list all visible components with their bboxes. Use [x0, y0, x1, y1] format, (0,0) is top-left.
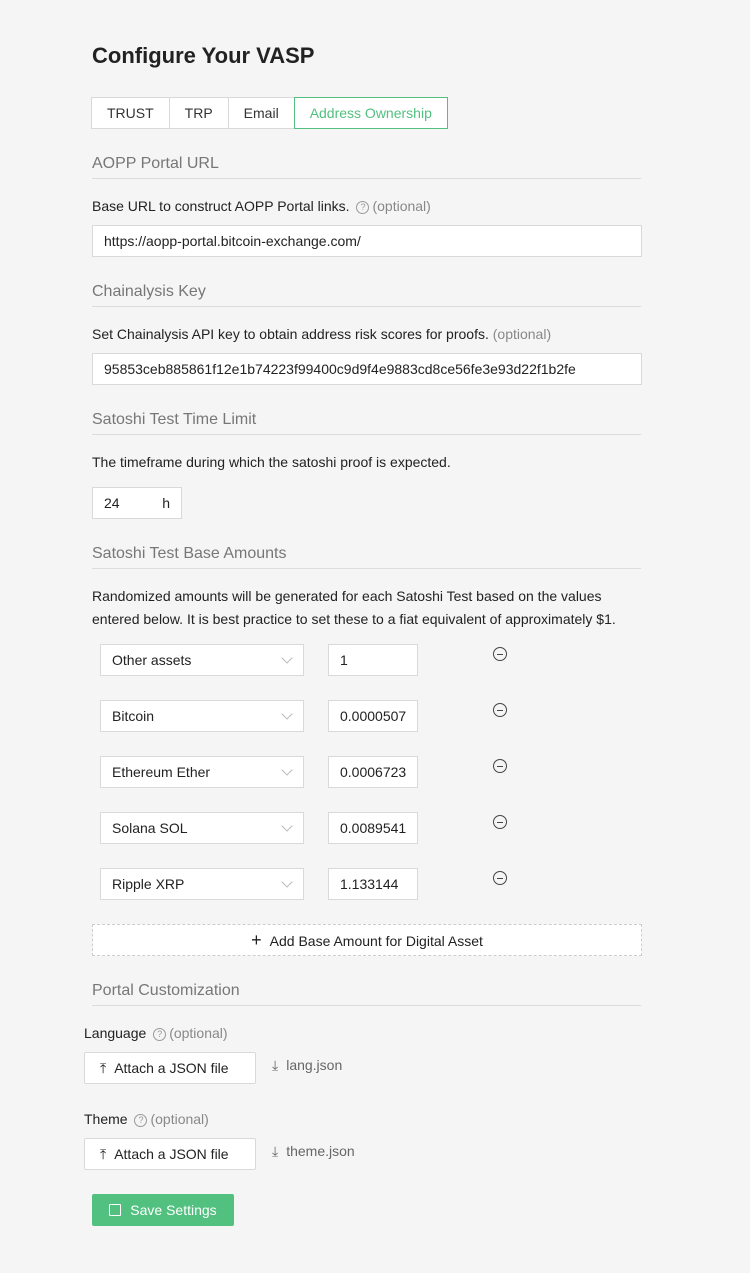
save-settings-button[interactable] [92, 1194, 234, 1226]
upload-icon: ⤒ [100, 1146, 107, 1162]
help-icon[interactable]: ? [134, 1114, 147, 1127]
upload-icon: ⤒ [100, 1060, 107, 1076]
lang-file-link[interactable] [272, 1057, 342, 1074]
remove-row-icon[interactable] [493, 647, 507, 661]
help-icon[interactable]: ? [356, 201, 369, 214]
chevron-down-icon [281, 876, 292, 887]
amount-input[interactable]: 0.0089541 [328, 812, 418, 844]
aopp-label-text: Base URL to construct AOPP Portal links. [92, 198, 350, 214]
time-unit: h [162, 495, 170, 511]
time-limit-heading: Satoshi Test Time Limit [92, 411, 641, 435]
amount-input[interactable]: 1 [328, 644, 418, 676]
asset-select-value: Ripple XRP [112, 876, 185, 892]
attach-theme-button[interactable] [84, 1138, 256, 1170]
portal-heading: Portal Customization [92, 982, 641, 1006]
optional-tag: (optional) [372, 198, 431, 214]
chainalysis-key-input[interactable]: 95853ceb885861f12e1b74223f99400c9d9f4e9883cd8ce56fe3e93d22f1b2fe [92, 353, 642, 385]
asset-select[interactable] [100, 644, 304, 676]
chainalysis-heading: Chainalysis Key [92, 283, 641, 307]
amount-input[interactable]: 0.0006723 [328, 756, 418, 788]
language-label [84, 1025, 228, 1041]
remove-row-icon[interactable] [493, 815, 507, 829]
tab-trp[interactable]: TRP [169, 97, 229, 129]
aopp-heading: AOPP Portal URL [92, 155, 641, 179]
optional-tag: (optional) [150, 1111, 209, 1127]
theme-label [84, 1111, 209, 1127]
asset-select-value: Other assets [112, 652, 192, 668]
language-label-text: Language [84, 1025, 147, 1041]
page-title: Configure Your VASP [92, 43, 315, 68]
remove-row-icon[interactable] [493, 759, 507, 773]
lang-file-name: lang.json [286, 1057, 343, 1073]
optional-tag: (optional) [169, 1025, 228, 1041]
chainalysis-label-text: Set Chainalysis API key to obtain address risk scores for proofs. [92, 326, 489, 342]
attach-label: Attach a JSON file [114, 1146, 229, 1162]
add-base-amount-button[interactable] [92, 924, 642, 956]
chevron-down-icon [281, 764, 292, 775]
remove-row-icon[interactable] [493, 703, 507, 717]
base-amounts-heading: Satoshi Test Base Amounts [92, 545, 641, 569]
chevron-down-icon [281, 708, 292, 719]
add-label: Add Base Amount for Digital Asset [269, 933, 483, 949]
download-icon: ⤓ [272, 1057, 279, 1073]
tab-email[interactable]: Email [228, 97, 295, 129]
base-amounts-desc-1: Randomized amounts will be generated for each Satoshi Test based on the values [92, 588, 602, 604]
base-amounts-desc-2: entered below. It is best practice to set these to a fiat equivalent of approximately $1. [92, 611, 616, 627]
remove-row-icon[interactable] [493, 871, 507, 885]
chevron-down-icon [281, 820, 292, 831]
save-label: Save Settings [130, 1202, 217, 1218]
help-icon[interactable]: ? [153, 1028, 166, 1041]
amount-input[interactable]: 1.133144 [328, 868, 418, 900]
asset-select[interactable] [100, 868, 304, 900]
asset-select[interactable] [100, 700, 304, 732]
optional-tag: (optional) [492, 326, 552, 342]
chevron-down-icon [281, 652, 292, 663]
tab-address-ownership[interactable]: Address Ownership [294, 97, 448, 129]
time-limit-input[interactable] [92, 487, 182, 519]
theme-label-text: Theme [84, 1111, 128, 1127]
asset-select-value: Ethereum Ether [112, 764, 211, 780]
aopp-label [92, 198, 431, 214]
asset-select[interactable] [100, 756, 304, 788]
asset-select-value: Solana SOL [112, 820, 188, 836]
plus-icon: + [251, 930, 262, 950]
save-icon [109, 1204, 121, 1216]
attach-language-button[interactable] [84, 1052, 256, 1084]
chainalysis-label [92, 326, 551, 342]
time-limit-value: 24 [104, 495, 120, 511]
theme-file-link[interactable] [272, 1143, 355, 1160]
amount-input[interactable]: 0.0000507 [328, 700, 418, 732]
tab-bar [92, 97, 448, 129]
attach-label: Attach a JSON file [114, 1060, 229, 1076]
asset-select-value: Bitcoin [112, 708, 155, 724]
theme-file-name: theme.json [286, 1143, 355, 1159]
asset-select[interactable] [100, 812, 304, 844]
tab-trust[interactable]: TRUST [91, 97, 170, 129]
aopp-url-input[interactable]: https://aopp-portal.bitcoin-exchange.com/ [92, 225, 642, 257]
download-icon: ⤓ [272, 1143, 279, 1159]
time-limit-label: The timeframe during which the satoshi proof is expected. [92, 454, 451, 470]
